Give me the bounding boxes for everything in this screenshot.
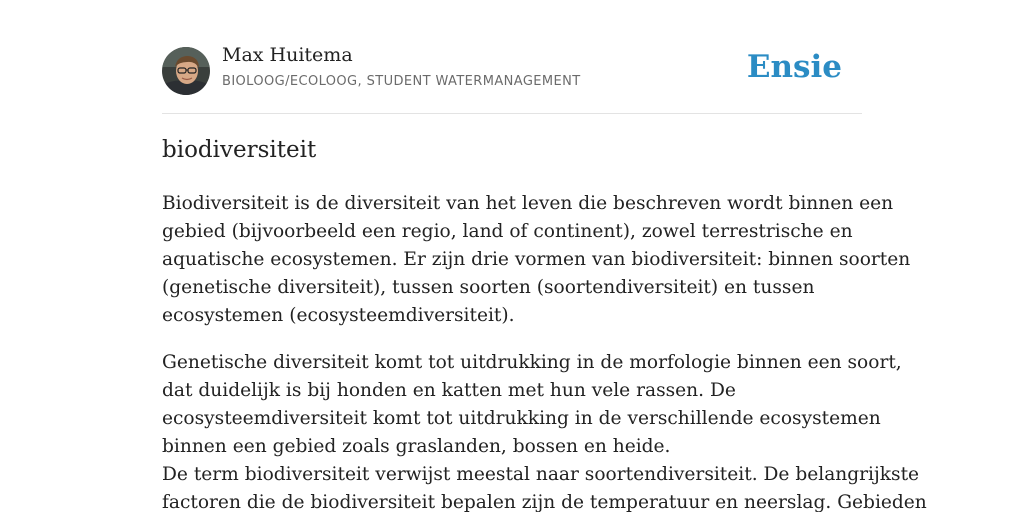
article-body <box>162 190 927 512</box>
paragraph-line: factoren die de biodiversiteit bepalen zijn de temperatuur en neerslag. Gebieden <box>162 492 927 512</box>
author-header <box>162 0 862 114</box>
author-name[interactable]: Max Huitema <box>222 44 353 66</box>
author-avatar[interactable] <box>162 47 210 95</box>
paragraph-line: gebied (bijvoorbeeld een regio, land of continent), zowel terrestrische en <box>162 221 853 242</box>
paragraph-line: dat duidelijk is bij honden en katten met hun vele rassen. De <box>162 380 736 401</box>
paragraph-line: Biodiversiteit is de diversiteit van het leven die beschreven wordt binnen een <box>162 193 894 214</box>
avatar-image <box>162 47 210 95</box>
article-container <box>162 0 927 512</box>
article-title: biodiversiteit <box>162 137 317 163</box>
article-paragraph <box>162 349 927 512</box>
paragraph-line: binnen een gebied zoals graslanden, bossen en heide. <box>162 436 671 457</box>
paragraph-line: aquatische ecosystemen. Er zijn drie vormen van biodiversiteit: binnen soorten <box>162 249 911 270</box>
paragraph-line: Genetische diversiteit komt tot uitdrukking in de morfologie binnen een soort, <box>162 352 902 373</box>
paragraph-line: ecosystemen (ecosysteemdiversiteit). <box>162 305 515 326</box>
paragraph-line: De term biodiversiteit verwijst meestal naar soortendiversiteit. De belangrijkste <box>162 464 920 485</box>
paragraph-line: ecosysteemdiversiteit komt tot uitdrukking in de verschillende ecosystemen <box>162 408 881 429</box>
author-tagline: BIOLOOG/ECOLOOG, STUDENT WATERMANAGEMENT <box>222 74 581 89</box>
article-paragraph <box>162 190 911 330</box>
ensie-logo[interactable]: Ensie <box>746 49 842 85</box>
paragraph-line: (genetische diversiteit), tussen soorten (soortendiversiteit) en tussen <box>162 277 815 298</box>
